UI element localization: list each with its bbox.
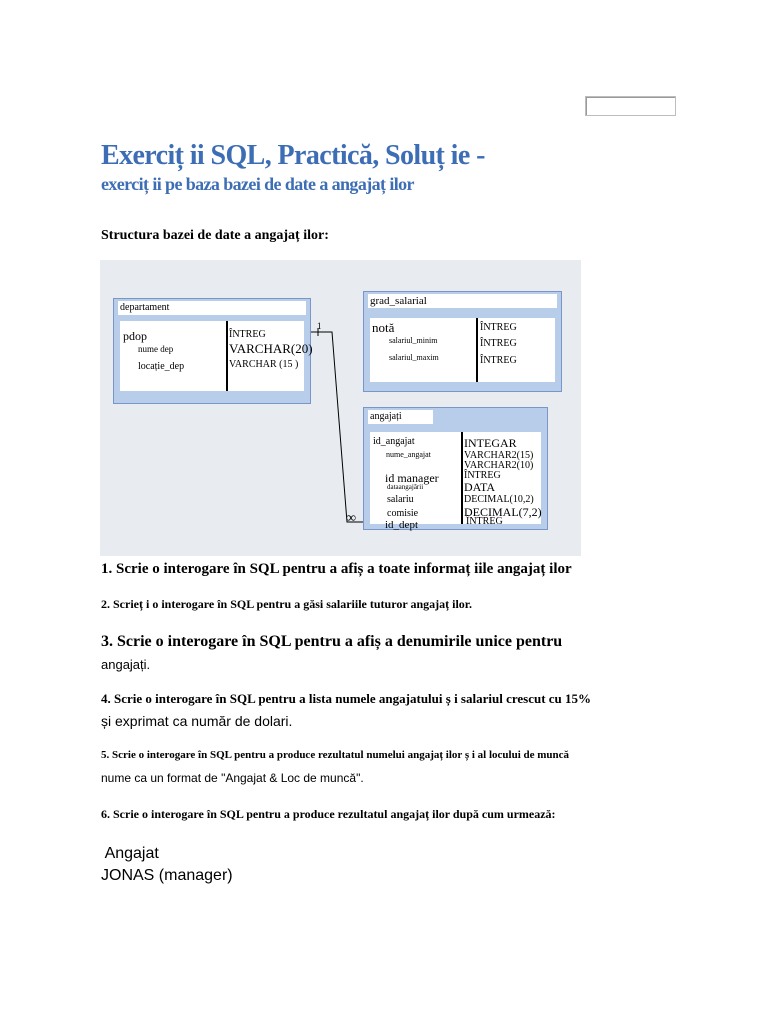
question-2: 2. Scrieț i o interogare în SQL pentru a găsi salariile tuturor angajaț ilor. [101, 597, 472, 611]
type-salariul-minim: ÎNTREG [480, 338, 517, 349]
table-angajati-title: angajați [368, 410, 433, 424]
type-id-manager: ÎNTREG [464, 470, 501, 481]
page-number-box [585, 96, 676, 116]
relation-many-label: ∞ [346, 511, 356, 526]
er-diagram [100, 260, 581, 556]
page-subtitle: exerciț ii pe baza bazei de date a angajaț ilor [101, 174, 414, 194]
type-pdop: ÎNTREG [229, 329, 266, 340]
sample-output-header: Angajat [101, 845, 159, 862]
field-salariul-maxim: salariul_maxim [389, 353, 439, 362]
field-id-dept: id_dept [385, 519, 418, 531]
type-salariu: DECIMAL(10,2) [464, 494, 534, 505]
field-nota: notă [372, 320, 395, 335]
type-nota: ÎNTREG [480, 322, 517, 333]
structure-heading: Structura bazei de date a angajaț ilor: [101, 228, 329, 243]
question-5-continuation: nume ca un format de "Angajat & Loc de muncă". [101, 771, 364, 785]
page-title: Exerciț ii SQL, Practică, Soluț ie - [101, 140, 485, 171]
field-salariul-minim: salariul_minim [389, 336, 438, 345]
type-nume-angajat: VARCHAR2(15) [464, 450, 534, 461]
type-nume-dep: VARCHAR(20) [229, 341, 313, 356]
sample-output-row: JONAS (manager) [101, 867, 233, 884]
table-grad-salarial-title: grad_salarial [368, 294, 557, 308]
type-comisie: DECIMAL(7,2) [464, 505, 542, 519]
question-1: 1. Scrie o interogare în SQL pentru a afiș a toate informaț iile angajaț ilor [101, 561, 572, 577]
field-locatie-dep: locație_dep [138, 361, 185, 372]
type-job: VARCHAR2(10) [464, 460, 534, 471]
table-departament-title: departament [118, 301, 306, 315]
question-4-continuation: și exprimat ca număr de dolari. [101, 713, 293, 729]
question-3-continuation: angajați. [101, 657, 151, 672]
type-locatie-dep: VARCHAR (15 ) [229, 359, 299, 370]
type-salariul-maxim: ÎNTREG [480, 355, 517, 366]
relation-one-label: 1 [317, 321, 322, 331]
field-nume-angajat: nume_angajat [386, 450, 431, 459]
field-id-angajat: id_angajat [373, 436, 415, 447]
type-id-angajat: INTEGAR [464, 436, 517, 450]
type-data-angajarii: DATA [464, 480, 496, 494]
field-comisie: comisie [387, 508, 419, 519]
field-id-manager: id manager [385, 471, 439, 485]
question-4: 4. Scrie o interogare în SQL pentru a lista numele angajatului ș i salariul crescut cu 15% [101, 691, 592, 706]
field-data-angajarii: dataangajării [387, 483, 424, 491]
question-3: 3. Scrie o interogare în SQL pentru a afiș a denumirile unice pentru [101, 633, 563, 650]
type-id-dept: ÎNTREG [466, 516, 503, 527]
question-5: 5. Scrie o interogare în SQL pentru a produce rezultatul numelui angajaț ilor ș i al locului de muncă [101, 749, 570, 761]
field-nume-dep: nume dep [138, 344, 174, 354]
question-6: 6. Scrie o interogare în SQL pentru a produce rezultatul angajaț ilor după cum urmează: [101, 807, 556, 821]
field-pdop: pdop [123, 329, 147, 343]
field-salariu: salariu [387, 494, 414, 505]
